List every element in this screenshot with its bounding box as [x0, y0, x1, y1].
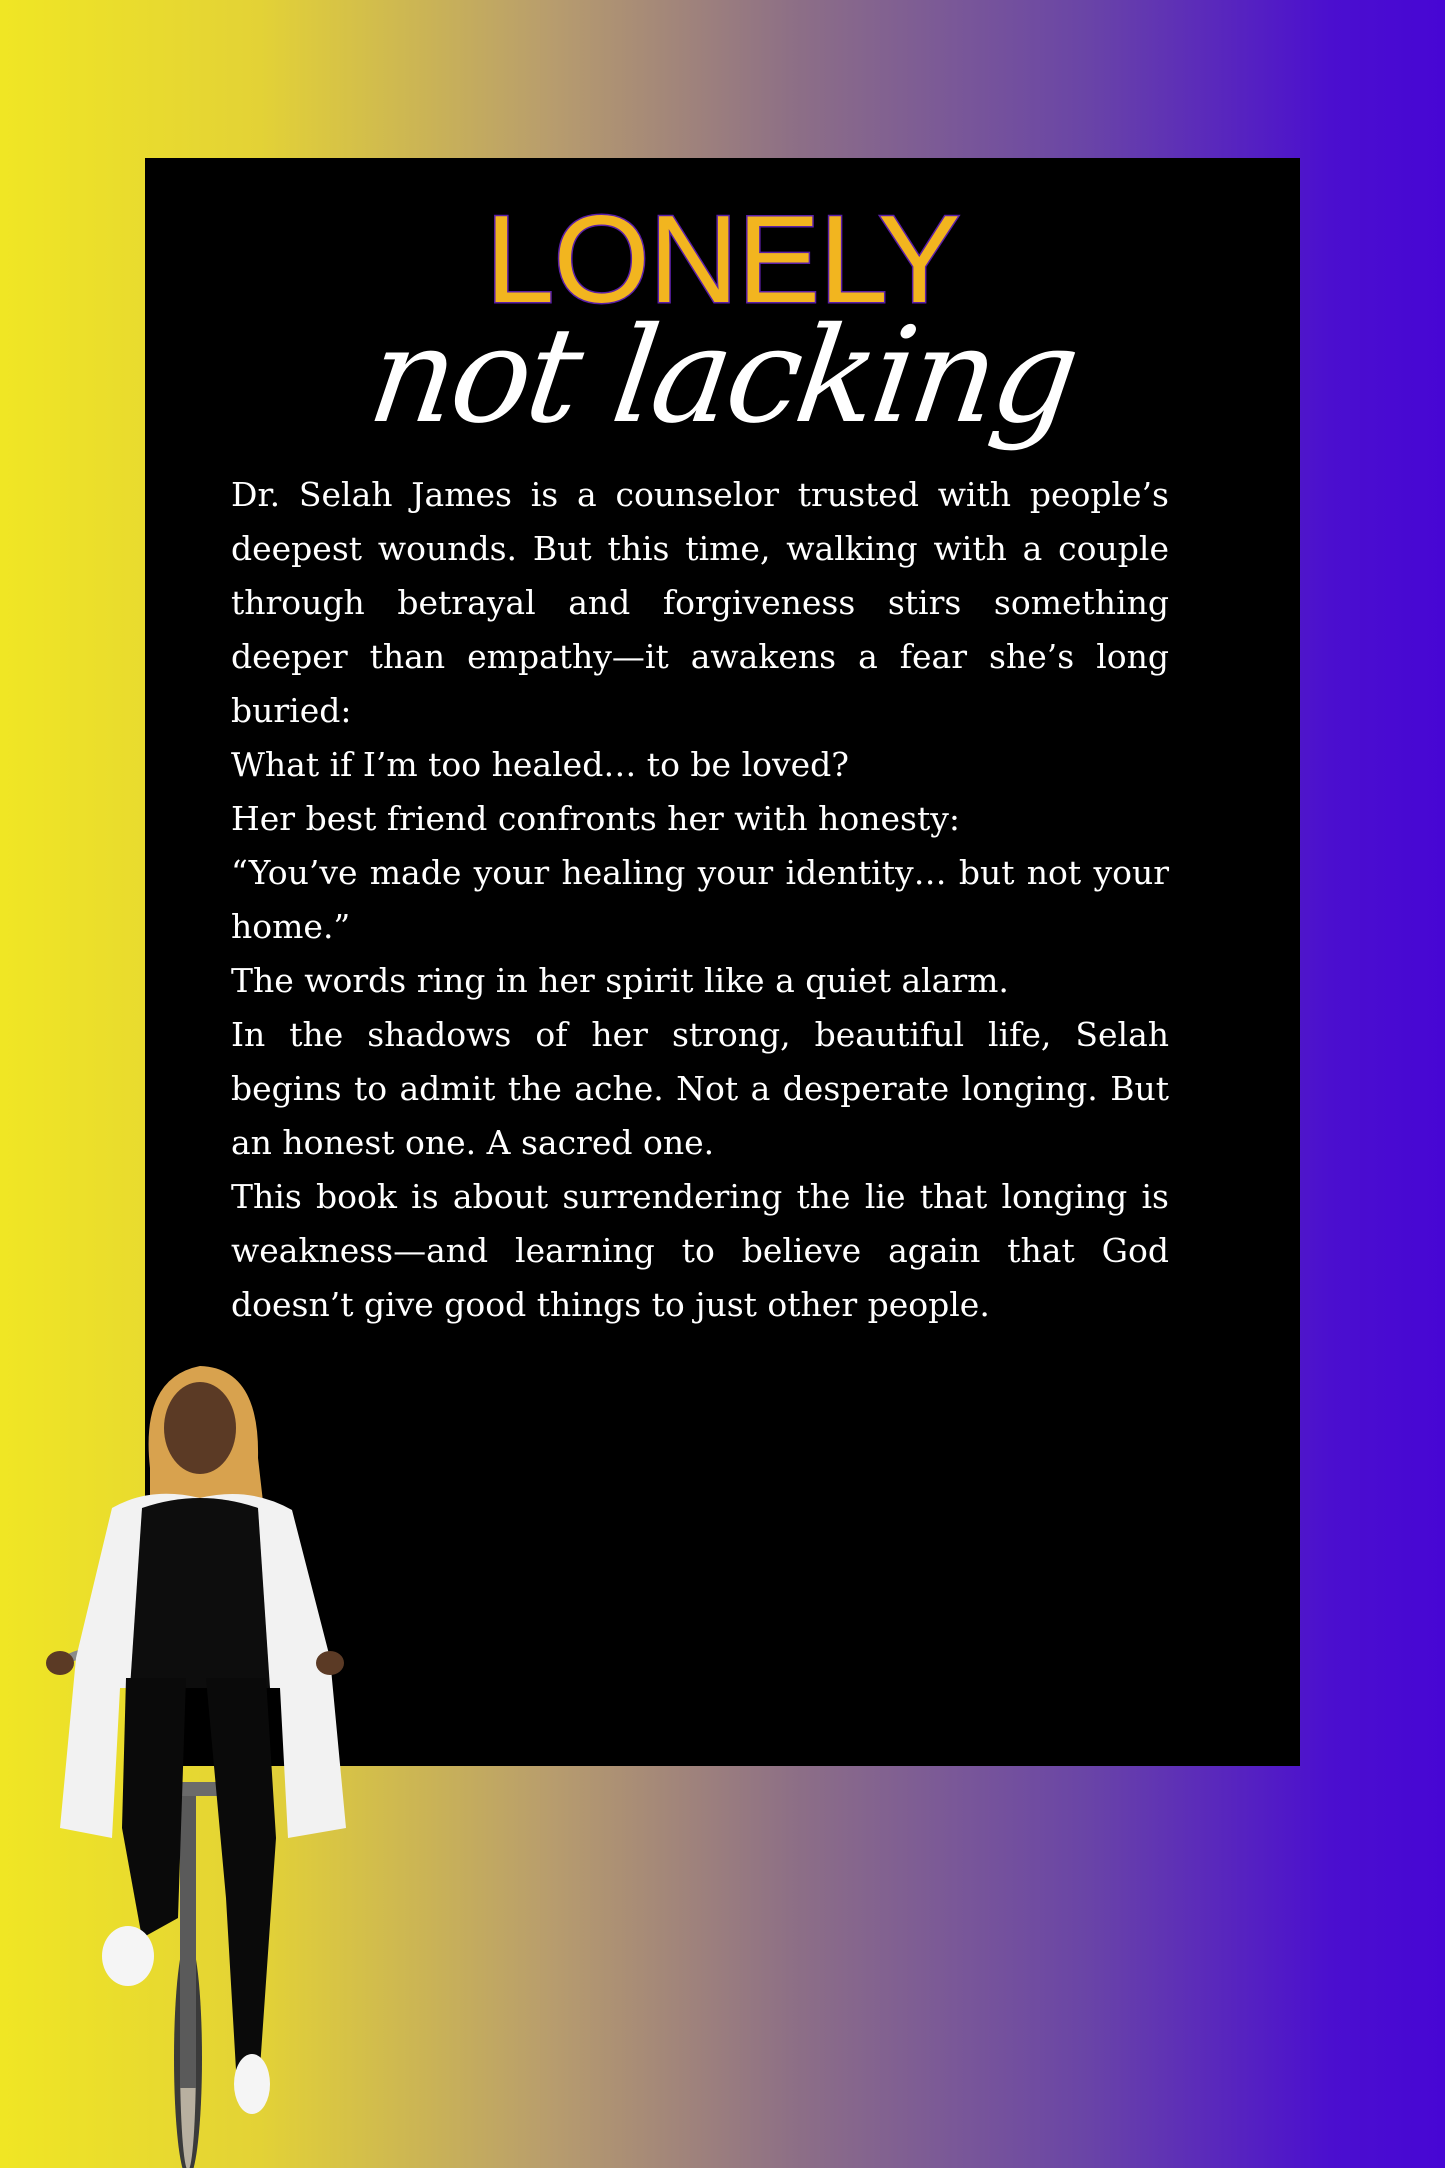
description-paragraph-7: This book is about surrendering the lie that longing is weakness—and learning to believe again that God doesn’t give good things to just other people. [231, 1177, 1169, 1324]
book-subtitle-script: not lacking [360, 299, 1085, 453]
description-paragraph-1: Dr. Selah James is a counselor trusted with people’s deepest wounds. But this time, walking with a couple through betrayal and forgiveness stirs something deeper than empathy—it awakens a fear she’s long buried: [231, 475, 1169, 730]
book-title: LONELY [485, 191, 960, 329]
description-paragraph-2: What if I’m too healed… to be loved? [231, 745, 849, 784]
description-paragraph-3: Her best friend confronts her with honesty: [231, 799, 960, 838]
description-paragraph-6: In the shadows of her strong, beautiful life, Selah begins to admit the ache. Not a desperate longing. But an honest one. A sacred one. [231, 1015, 1169, 1162]
description-paragraph-5: The words ring in her spirit like a quiet alarm. [231, 961, 1009, 1000]
book-description [231, 468, 1169, 1332]
author-on-bicycle-photo [30, 1358, 370, 2168]
description-quote: “You’ve made your healing your identity… but not your home.” [231, 853, 1169, 946]
